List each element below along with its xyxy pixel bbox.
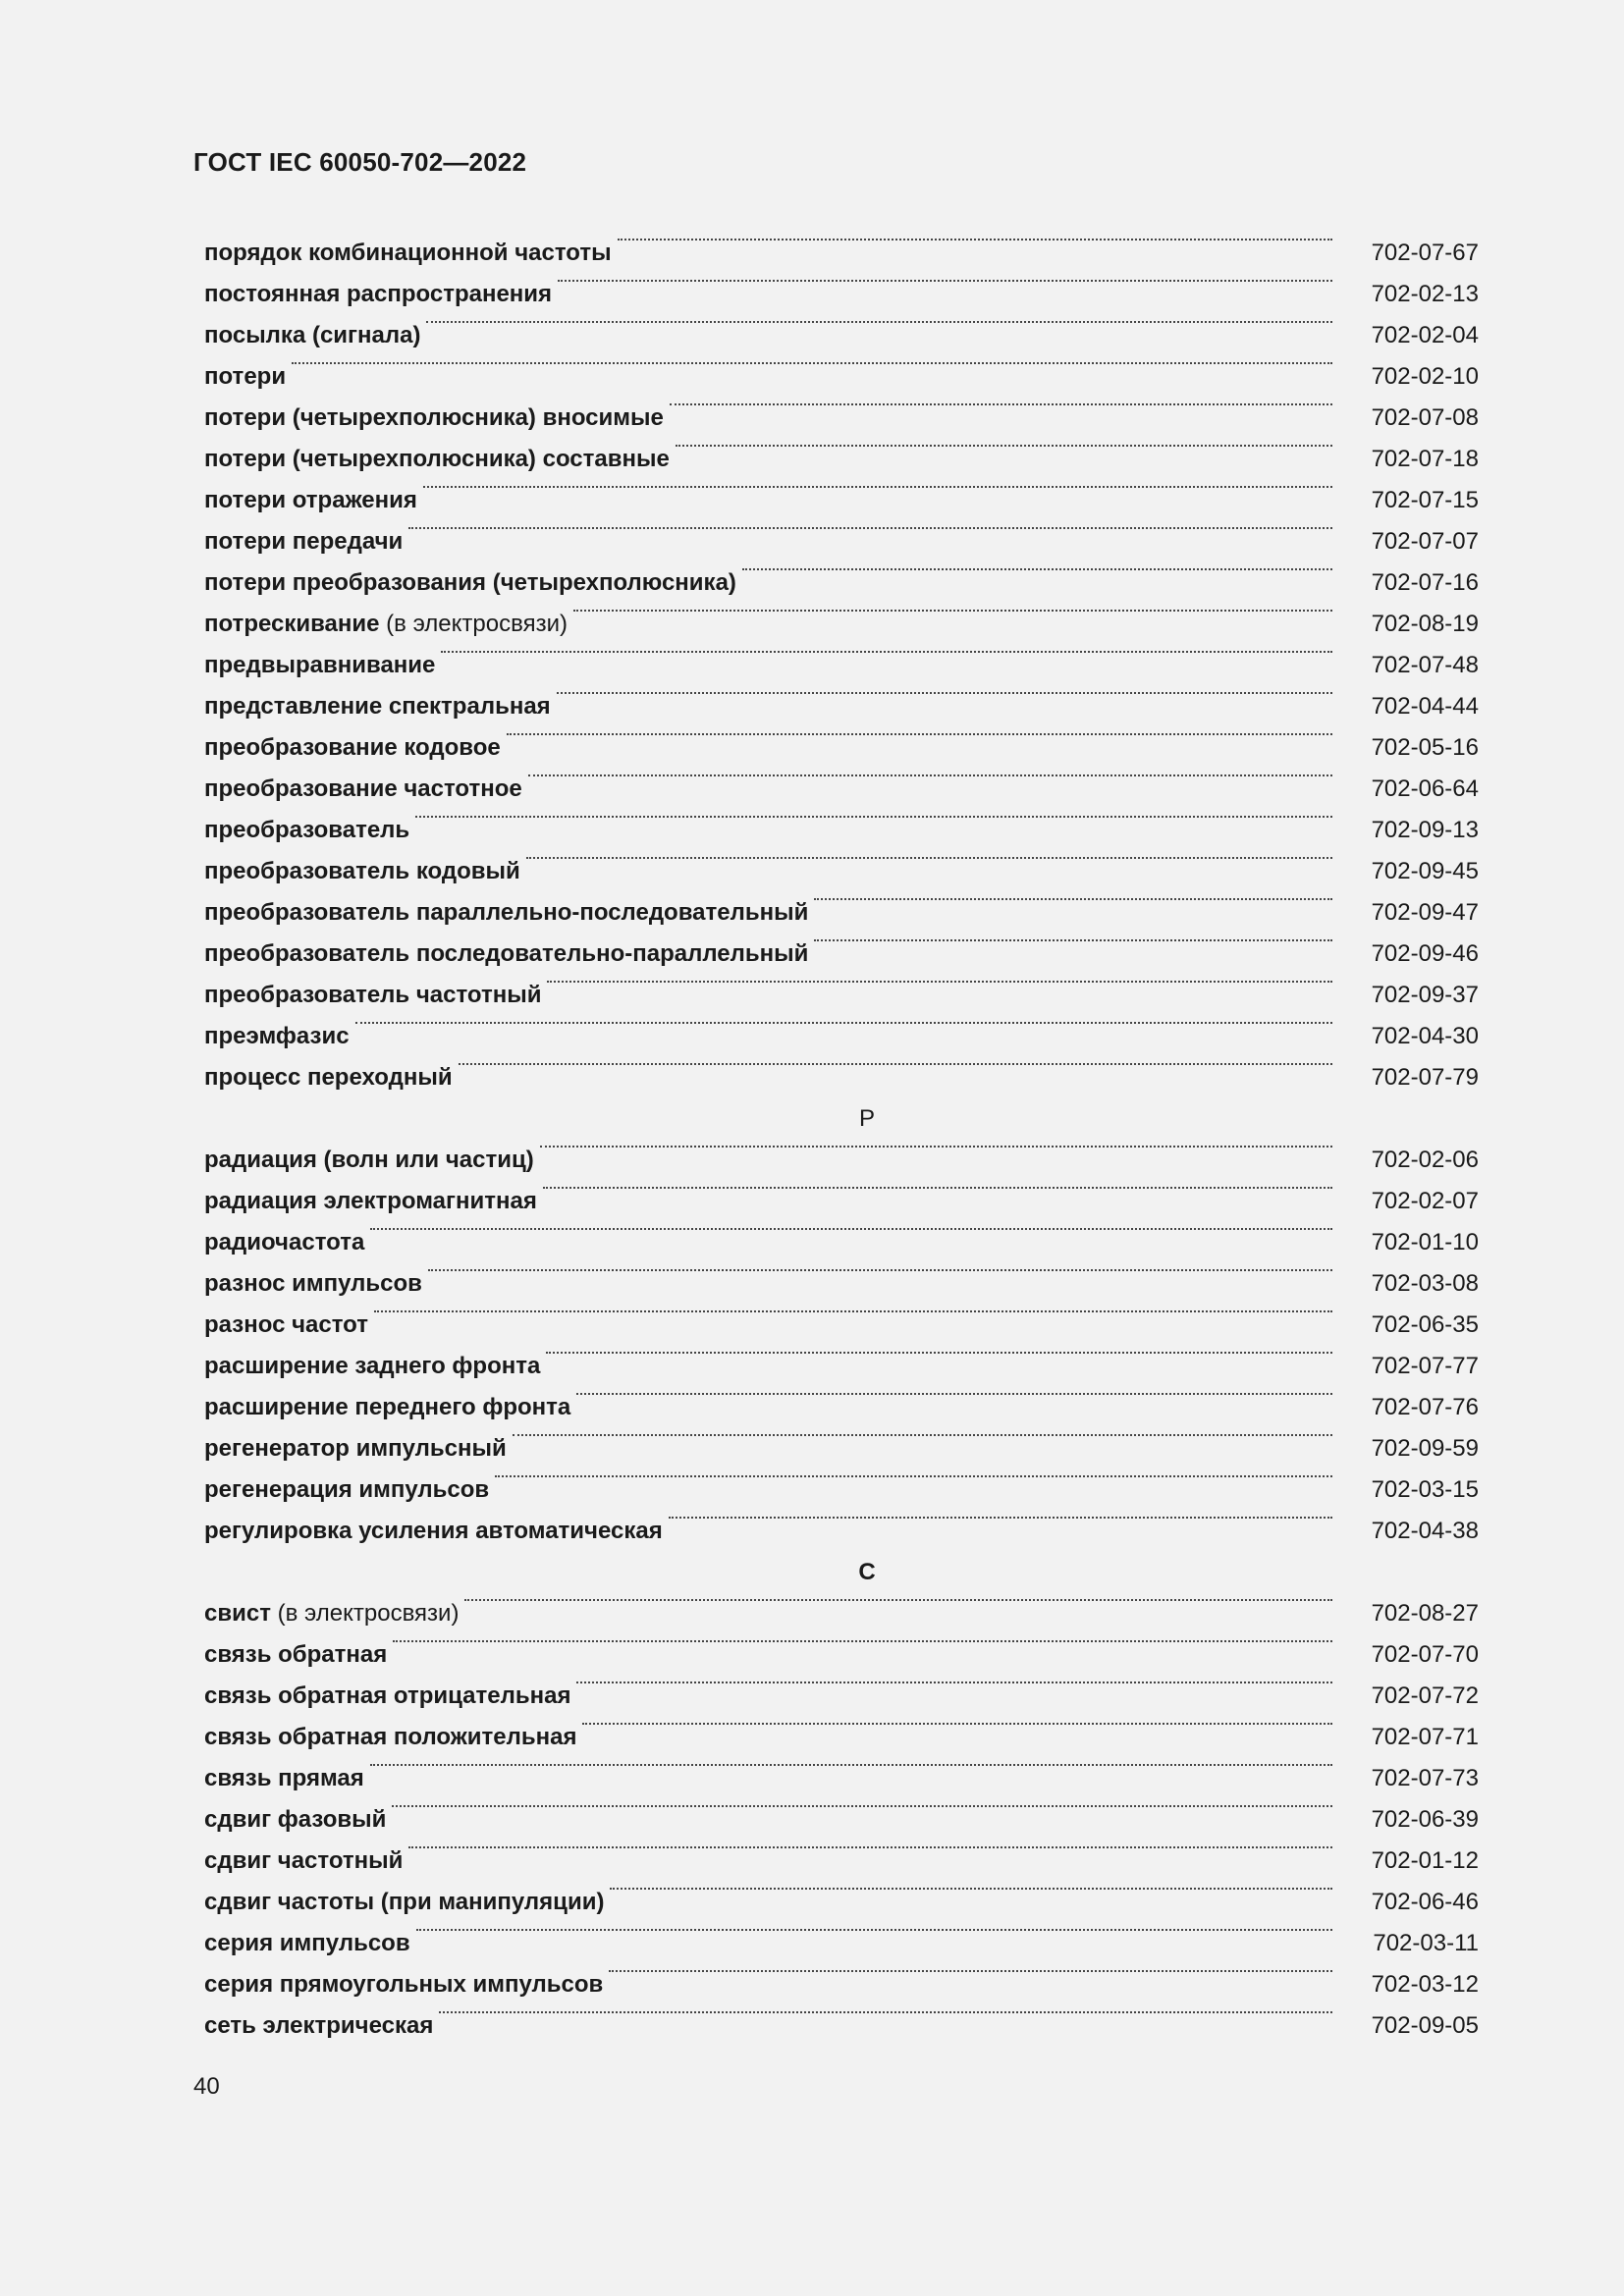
index-entry <box>204 1923 1479 1964</box>
entry-reference: 702-09-45 <box>1371 858 1479 884</box>
entry-term <box>204 274 558 315</box>
dot-leader <box>582 1717 1332 1725</box>
entry-term-text: преобразователь последовательно-параллельный <box>204 940 809 967</box>
index-entry <box>204 1676 1479 1717</box>
index-entry <box>204 1387 1479 1428</box>
dot-leader <box>495 1469 1332 1477</box>
entry-term-text: преобразование частотное <box>204 775 522 802</box>
entry-term-text: порядок комбинационной частоты <box>204 240 612 266</box>
entry-term-text: предвыравнивание <box>204 652 436 678</box>
entry-reference: 702-09-46 <box>1371 940 1479 967</box>
entry-reference: 702-06-35 <box>1371 1311 1479 1338</box>
dot-leader <box>742 562 1332 570</box>
entry-reference: 702-07-15 <box>1371 487 1479 513</box>
entry-term <box>204 1469 495 1511</box>
entry-term-text: посылка (сигнала) <box>204 322 421 348</box>
entry-term-text: преэмфазис <box>204 1023 350 1049</box>
dot-leader <box>507 727 1332 735</box>
entry-term-text: свист <box>204 1600 271 1627</box>
entry-term <box>204 1593 464 1634</box>
entry-term <box>204 1305 374 1346</box>
entry-reference: 702-06-46 <box>1371 1889 1479 1915</box>
entry-term-text: расширение заднего фронта <box>204 1353 541 1379</box>
section-letter: С <box>858 1559 876 1585</box>
entry-reference: 702-03-12 <box>1371 1971 1479 1998</box>
entry-term-text: потрескивание <box>204 611 380 637</box>
dot-leader <box>428 1263 1332 1271</box>
entry-term-text: преобразователь <box>204 817 410 843</box>
entry-note: (в электросвязи) <box>379 611 568 637</box>
dot-leader <box>610 1882 1332 1890</box>
entry-term-text: связь прямая <box>204 1765 364 1791</box>
entry-term <box>204 1511 669 1552</box>
entry-term <box>204 1181 543 1222</box>
entry-term <box>204 233 618 274</box>
index-entry <box>204 233 1479 274</box>
index-entry <box>204 439 1479 480</box>
entry-reference: 702-07-18 <box>1371 446 1479 472</box>
dot-leader <box>426 315 1332 323</box>
dot-leader <box>609 1964 1332 1972</box>
entry-term <box>204 1964 609 2005</box>
entry-reference: 702-02-07 <box>1371 1188 1479 1214</box>
dot-leader <box>618 233 1332 240</box>
entry-reference: 702-06-39 <box>1371 1806 1479 1833</box>
entry-term <box>204 727 507 769</box>
entry-term <box>204 1882 610 1923</box>
entry-reference: 702-08-27 <box>1371 1600 1479 1627</box>
entry-term <box>204 398 670 439</box>
index-entry <box>204 645 1479 686</box>
entry-term <box>204 439 676 480</box>
dot-leader <box>423 480 1332 488</box>
entry-term-text: разнос частот <box>204 1311 368 1338</box>
index-entry <box>204 769 1479 810</box>
entry-term-text: потери <box>204 363 287 390</box>
term-index <box>204 233 1479 2047</box>
index-entry <box>204 1222 1479 1263</box>
entry-term-text: преобразователь параллельно-последовательный <box>204 899 809 926</box>
index-entry <box>204 934 1479 975</box>
entry-reference: 702-04-30 <box>1371 1023 1479 1049</box>
dot-leader <box>464 1593 1332 1601</box>
entry-reference: 702-08-19 <box>1371 611 1479 637</box>
entry-term-text: потери (четырехполюсника) составные <box>204 446 670 472</box>
entry-reference: 702-09-05 <box>1371 2012 1479 2039</box>
index-entry <box>204 480 1479 521</box>
dot-leader <box>557 686 1332 694</box>
entry-term <box>204 1346 546 1387</box>
index-entry <box>204 1717 1479 1758</box>
entry-reference: 702-09-47 <box>1371 899 1479 926</box>
index-entry <box>204 975 1479 1016</box>
dot-leader <box>513 1428 1332 1436</box>
entry-term <box>204 1799 392 1841</box>
dot-leader <box>355 1016 1332 1024</box>
entry-term-text: радиочастота <box>204 1229 365 1255</box>
dot-leader <box>676 439 1332 447</box>
entry-reference: 702-07-77 <box>1371 1353 1479 1379</box>
entry-term-text: сеть электрическая <box>204 2012 434 2039</box>
entry-term-text: процесс переходный <box>204 1064 453 1091</box>
entry-term-text: регенератор импульсный <box>204 1435 507 1462</box>
dot-leader <box>526 851 1332 859</box>
entry-term-text: преобразователь кодовый <box>204 858 520 884</box>
entry-term-text: связь обратная <box>204 1641 388 1668</box>
entry-term-text: постоянная распространения <box>204 281 553 307</box>
entry-reference: 702-03-11 <box>1373 1930 1479 1956</box>
entry-term <box>204 1841 408 1882</box>
index-entry <box>204 1346 1479 1387</box>
index-entry <box>204 1841 1479 1882</box>
entry-reference: 702-03-08 <box>1371 1270 1479 1297</box>
index-entry <box>204 1140 1479 1181</box>
entry-term <box>204 1016 355 1057</box>
entry-reference: 702-02-06 <box>1371 1147 1479 1173</box>
entry-term-text: разнос импульсов <box>204 1270 422 1297</box>
entry-reference: 702-01-12 <box>1371 1847 1479 1874</box>
dot-leader <box>393 1634 1332 1642</box>
entry-note: (в электросвязи) <box>270 1600 460 1627</box>
index-entry <box>204 356 1479 398</box>
dot-leader <box>814 892 1332 900</box>
dot-leader <box>374 1305 1332 1312</box>
entry-term-text: радиация электромагнитная <box>204 1188 537 1214</box>
entry-term-text: представление спектральная <box>204 693 551 720</box>
entry-term-text: расширение переднего фронта <box>204 1394 571 1420</box>
index-entry <box>204 2005 1479 2047</box>
dot-leader <box>441 645 1332 653</box>
index-entry <box>204 1057 1479 1098</box>
entry-reference: 702-04-44 <box>1371 693 1479 720</box>
dot-leader <box>415 810 1332 818</box>
entry-term <box>204 1222 370 1263</box>
dot-leader <box>439 2005 1332 2013</box>
entry-term-text: потери преобразования (четырехполюсника) <box>204 569 736 596</box>
index-entry <box>204 1634 1479 1676</box>
entry-term <box>204 1263 428 1305</box>
index-entry <box>204 1263 1479 1305</box>
entry-term <box>204 1758 370 1799</box>
entry-term-text: регулировка усиления автоматическая <box>204 1518 663 1544</box>
entry-reference: 702-07-67 <box>1371 240 1479 266</box>
entry-term <box>204 810 415 851</box>
dot-leader <box>558 274 1332 282</box>
index-entry <box>204 1758 1479 1799</box>
entry-term-text: потери отражения <box>204 487 417 513</box>
entry-term-text: серия прямоугольных импульсов <box>204 1971 604 1998</box>
entry-reference: 702-07-70 <box>1371 1641 1479 1668</box>
entry-reference: 702-07-48 <box>1371 652 1479 678</box>
dot-leader <box>416 1923 1332 1931</box>
entry-term <box>204 604 573 645</box>
dot-leader <box>540 1140 1332 1148</box>
entry-reference: 702-03-15 <box>1371 1476 1479 1503</box>
dot-leader <box>546 1346 1332 1354</box>
dot-leader <box>543 1181 1332 1189</box>
entry-term <box>204 769 528 810</box>
entry-term <box>204 1923 416 1964</box>
index-entry <box>204 274 1479 315</box>
index-entry <box>204 727 1479 769</box>
entry-term-text: сдвиг частотный <box>204 1847 404 1874</box>
index-entry <box>204 1305 1479 1346</box>
entry-reference: 702-04-38 <box>1371 1518 1479 1544</box>
section-letter: Р <box>858 1105 875 1132</box>
index-entry <box>204 1799 1479 1841</box>
dot-leader <box>370 1222 1332 1230</box>
entry-reference: 702-09-37 <box>1371 982 1479 1008</box>
entry-term <box>204 1676 576 1717</box>
entry-reference: 702-01-10 <box>1371 1229 1479 1255</box>
entry-reference: 702-07-72 <box>1371 1682 1479 1709</box>
entry-term <box>204 1717 582 1758</box>
entry-term <box>204 686 557 727</box>
page-number: 40 <box>193 2073 220 2100</box>
entry-term <box>204 2005 439 2047</box>
document-header: ГОСТ IEC 60050-702—2022 <box>193 147 527 177</box>
entry-term <box>204 480 423 521</box>
dot-leader <box>814 934 1332 941</box>
entry-term-text: связь обратная положительная <box>204 1724 577 1750</box>
entry-term-text: потери (четырехполюсника) вносимые <box>204 404 664 431</box>
entry-term <box>204 645 441 686</box>
entry-term-text: преобразователь частотный <box>204 982 542 1008</box>
entry-reference: 702-09-13 <box>1371 817 1479 843</box>
entry-term <box>204 892 814 934</box>
entry-term-text: сдвиг частоты (при манипуляции) <box>204 1889 605 1915</box>
index-entry <box>204 1181 1479 1222</box>
entry-term <box>204 562 742 604</box>
index-entry <box>204 686 1479 727</box>
entry-term <box>204 975 547 1016</box>
entry-reference: 702-05-16 <box>1371 734 1479 761</box>
dot-leader <box>576 1676 1332 1683</box>
dot-leader <box>408 1841 1332 1848</box>
entry-reference: 702-07-76 <box>1371 1394 1479 1420</box>
index-entry <box>204 562 1479 604</box>
index-entry <box>204 1964 1479 2005</box>
dot-leader <box>547 975 1332 983</box>
index-entry <box>204 315 1479 356</box>
dot-leader <box>576 1387 1332 1395</box>
entry-term <box>204 1634 393 1676</box>
dot-leader <box>459 1057 1332 1065</box>
entry-reference: 702-02-04 <box>1371 322 1479 348</box>
index-entry <box>204 1882 1479 1923</box>
entry-term-text: сдвиг фазовый <box>204 1806 387 1833</box>
dot-leader <box>670 398 1332 405</box>
index-entry <box>204 398 1479 439</box>
index-entry <box>204 604 1479 645</box>
dot-leader <box>528 769 1332 776</box>
index-entry <box>204 810 1479 851</box>
entry-reference: 702-06-64 <box>1371 775 1479 802</box>
entry-term <box>204 315 426 356</box>
index-entry <box>204 1511 1479 1552</box>
entry-reference: 702-07-08 <box>1371 404 1479 431</box>
entry-term-text: серия импульсов <box>204 1930 410 1956</box>
index-entry <box>204 1593 1479 1634</box>
entry-term <box>204 934 814 975</box>
entry-reference: 702-09-59 <box>1371 1435 1479 1462</box>
dot-leader <box>392 1799 1332 1807</box>
dot-leader <box>370 1758 1332 1766</box>
entry-term-text: преобразование кодовое <box>204 734 501 761</box>
dot-leader <box>292 356 1332 364</box>
index-entry <box>204 892 1479 934</box>
entry-reference: 702-07-73 <box>1371 1765 1479 1791</box>
entry-reference: 702-07-16 <box>1371 569 1479 596</box>
entry-reference: 702-02-13 <box>1371 281 1479 307</box>
index-entry <box>204 1469 1479 1511</box>
entry-term <box>204 1387 576 1428</box>
entry-term <box>204 1057 459 1098</box>
index-entry <box>204 1016 1479 1057</box>
entry-reference: 702-07-07 <box>1371 528 1479 555</box>
entry-term <box>204 521 408 562</box>
dot-leader <box>573 604 1332 612</box>
entry-reference: 702-07-71 <box>1371 1724 1479 1750</box>
entry-term <box>204 1140 540 1181</box>
entry-term <box>204 1428 513 1469</box>
dot-leader <box>408 521 1332 529</box>
entry-term <box>204 356 292 398</box>
index-entry <box>204 851 1479 892</box>
entry-term-text: радиация (волн или частиц) <box>204 1147 534 1173</box>
entry-term-text: потери передачи <box>204 528 404 555</box>
entry-reference: 702-02-10 <box>1371 363 1479 390</box>
index-entry <box>204 521 1479 562</box>
index-entry <box>204 1428 1479 1469</box>
entry-term <box>204 851 526 892</box>
entry-term-text: связь обратная отрицательная <box>204 1682 571 1709</box>
entry-term-text: регенерация импульсов <box>204 1476 490 1503</box>
entry-reference: 702-07-79 <box>1371 1064 1479 1091</box>
dot-leader <box>669 1511 1332 1519</box>
